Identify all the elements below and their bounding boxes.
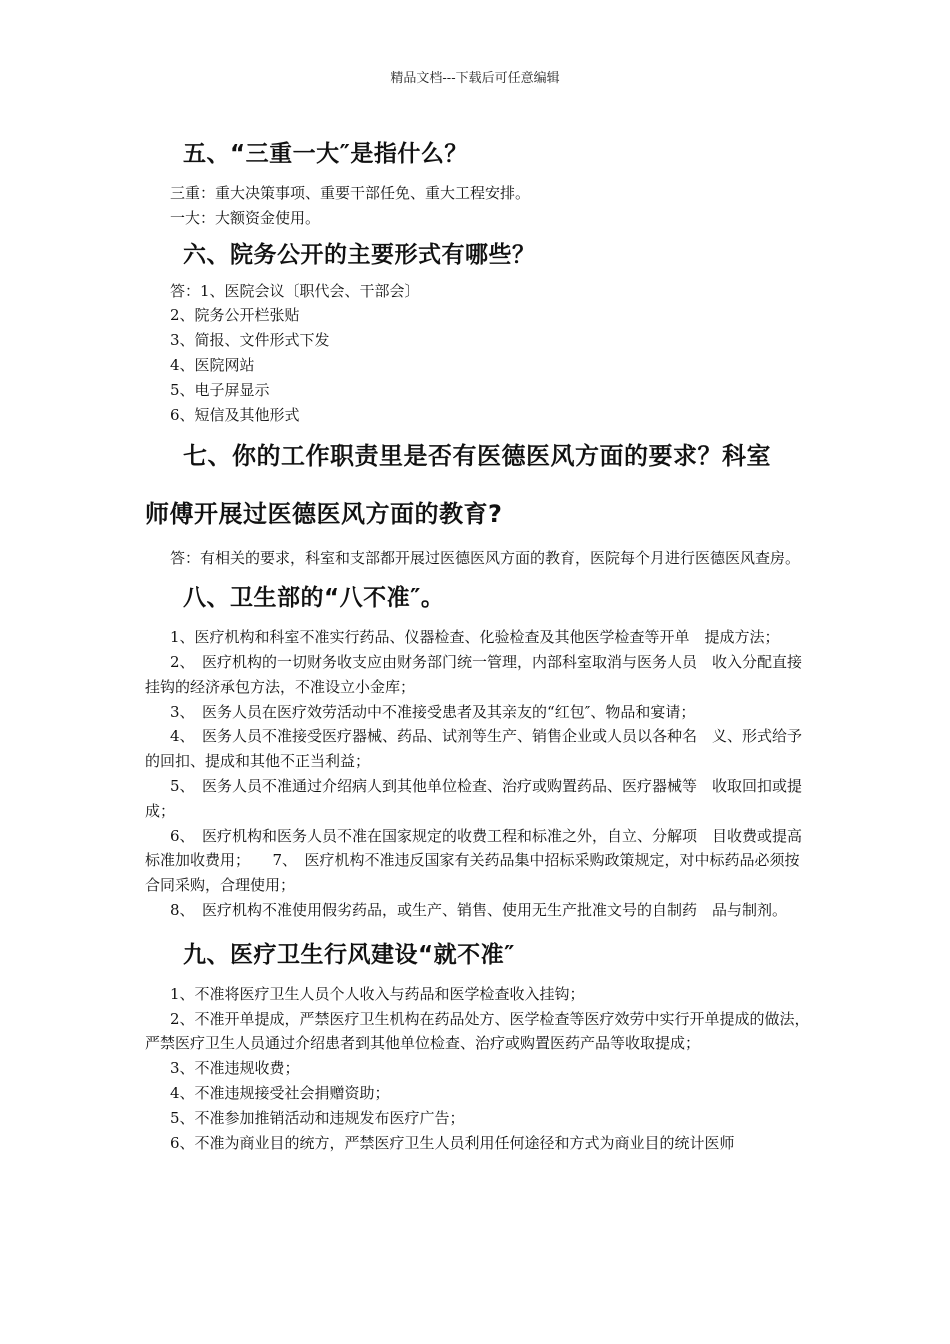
- section-6-line: 2、院务公开栏张贴: [170, 306, 300, 325]
- section-8-item: 1、医疗机构和科室不准实行药品、仪器检查、化验检查及其他医学检查等开单 提成方法；: [170, 628, 780, 647]
- section-8-item: 3、 医务人员在医疗效劳活动中不准接受患者及其亲友的“红包″、物品和宴请；: [170, 702, 696, 721]
- section-9-item: 5、不准参加推销活动和违规发布医疗广告；: [170, 1108, 465, 1127]
- section-7-heading-cont: 师傅开展过医德医风方面的教育?: [145, 500, 503, 529]
- section-9-item: 3、不准违规收费；: [170, 1059, 300, 1078]
- section-6-line: 5、电子屏显示: [170, 380, 270, 399]
- section-6-line: 3、简报、文件形式下发: [170, 331, 330, 350]
- section-6-heading: 六、院务公开的主要形式有哪些？: [183, 241, 536, 268]
- section-8-item: 5、 医务人员不准通过介绍病人到其他单位检查、治疗或购置药品、医疗器械等 收取回扣或提成；: [145, 776, 803, 820]
- document-body: [145, 130, 813, 1155]
- section-9-item: 4、不准违规接受社会捐赠资助；: [170, 1083, 390, 1102]
- section-5-line: 一大：大额资金使用。: [170, 208, 321, 227]
- section-8-item: 8、 医疗机构不准使用假劣药品，或生产、销售、使用无生产批准文号的自制药 品与制剂。: [170, 900, 788, 919]
- section-5-line: 三重：重大决策事项、重要干部任免、重大工程安排。: [170, 184, 531, 202]
- section-5-heading: 五、“三重一大″是指什么？: [183, 141, 468, 167]
- section-6-line: 4、医院网站: [170, 355, 255, 374]
- section-9-heading: 九、医疗卫生行风建设“就不准″: [183, 941, 515, 968]
- section-7-heading: 七、你的工作职责里是否有医德医风方面的要求？科室: [183, 442, 771, 471]
- section-9-item: 6、不准为商业目的统方，严禁医疗卫生人员利用任何途径和方式为商业目的统计医师: [170, 1133, 735, 1152]
- section-8-item: 4、 医务人员不准接受医疗器械、药品、试剂等生产、销售企业或人员以各种名 义、形式给予的回扣、提成和其他不正当利益；: [145, 727, 803, 771]
- section-8-heading: 八、卫生部的“八不准″。: [183, 585, 445, 612]
- section-8-item: 2、 医疗机构的一切财务收支应由财务部门统一管理，内部科室取消与医务人员 收入分配直接挂钩的经济承包方法，不准设立小金库；: [145, 652, 803, 696]
- section-8-item: 6、 医疗机构和医务人员不准在国家规定的收费工程和标准之外，自立、分解项 目收费或提高标准加收费用； 7、 医疗机构不准违反国家有关药品集中招标采购政策规定，对中标药品必须按 合同采购，合理使用；: [145, 826, 815, 895]
- section-6-line: 答：1、医院会议〔职代会、干部会〕: [170, 281, 420, 300]
- section-9-item: 1、不准将医疗卫生人员个人收入与药品和医学检查收入挂钩；: [170, 984, 585, 1003]
- section-9-item: 2、不准开单提成，严禁医疗卫生机构在药品处方、医学检查等医疗效劳中实行开单提成的做法，严禁医疗卫生人员通过介绍患者到其他单位检查、治疗或购置医药产品等收取提成；: [145, 1009, 810, 1053]
- section-6-line: 6、短信及其他形式: [170, 405, 300, 424]
- page-header: 精品文档---下载后可任意编辑: [390, 71, 560, 86]
- section-7-answer: 答：有相关的要求，科室和支部都开展过医德医风方面的教育，医院每个月进行医德医风查房。: [170, 549, 801, 568]
